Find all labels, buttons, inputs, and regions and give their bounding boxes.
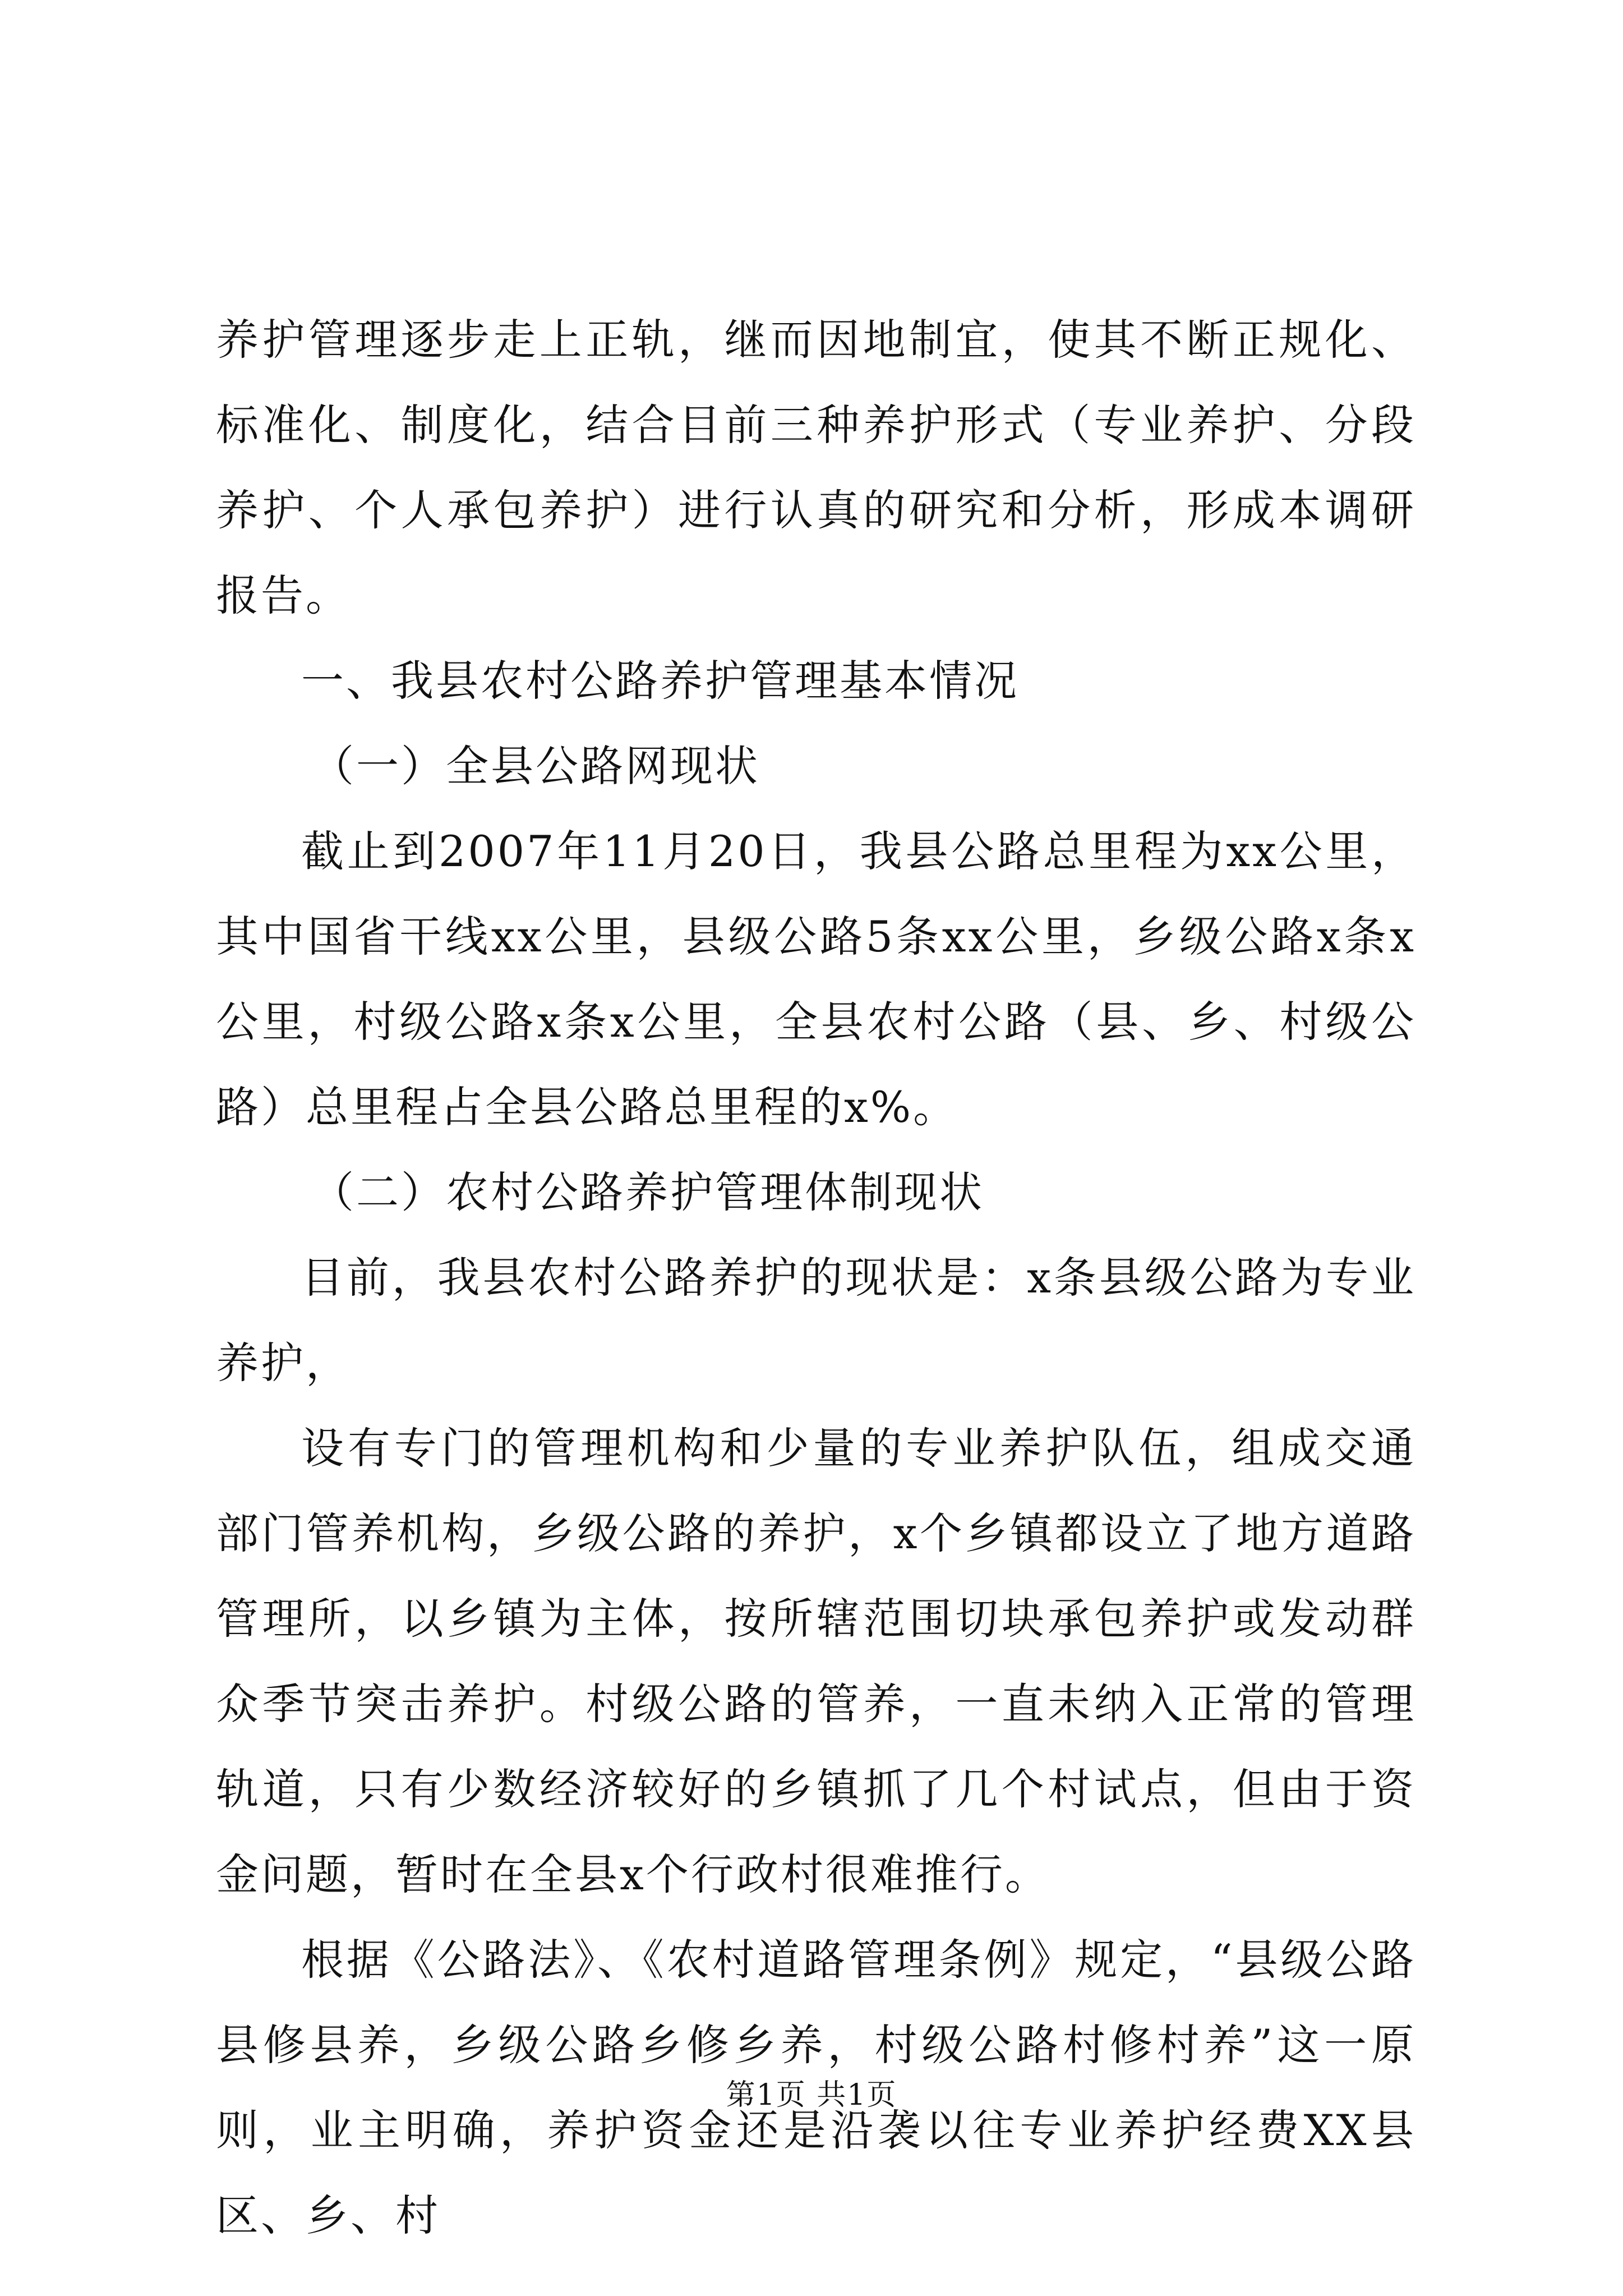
paragraph-legal-basis: 根据《公路法》、《农村道路管理条例》规定，“县级公路县修县养，乡级公路乡修乡养，村级公路村修村养”这一原则，业主明确，养护资金还是沿袭以往专业养护经费XX县区、乡、村 [216, 1935, 1416, 2240]
section-heading-1: 一、我县农村公路养护管理基本情况 [301, 656, 1019, 706]
subsection-heading-2: （二）农村公路养护管理体制现状 [311, 1167, 984, 1217]
paragraph-road-network: 截止到2007年11月20日，我县公路总里程为xx公里，其中国省干线xx公里，县级公路5条xx公里，乡级公路x条x公里，村级公路x条x公里，全县农村公路（县、乡、村级公路）总里程占全县公路总里程的x%。 [216, 826, 1416, 1132]
paragraph-management-structure: 设有专门的管理机构和少量的专业养护队伍，组成交通部门管养机构，乡级公路的养护，x个乡镇都设立了地方道路管理所，以乡镇为主体，按所辖范围切块承包养护或发动群众季节突击养护。村级公路的管养，一直未纳入正常的管理轨道，只有少数经济较好的乡镇抓了几个村试点，但由于资金问题，暂时在全县x个行政村很难推行。 [216, 1423, 1416, 1899]
paragraph-continuation: 养护管理逐步走上正轨，继而因地制宜，使其不断正规化、标准化、制度化，结合目前三种养护形式（专业养护、分段养护、个人承包养护）进行认真的研究和分析，形成本调研报告。 [216, 315, 1416, 620]
document-body [216, 297, 1416, 2258]
paragraph-maintenance-status: 目前，我县农村公路养护的现状是：x条县级公路为专业养护， [216, 1253, 1416, 1388]
page-footer: 第1页 共1页 [726, 2078, 897, 2112]
subsection-heading-1: （一）全县公路网现状 [311, 741, 760, 791]
